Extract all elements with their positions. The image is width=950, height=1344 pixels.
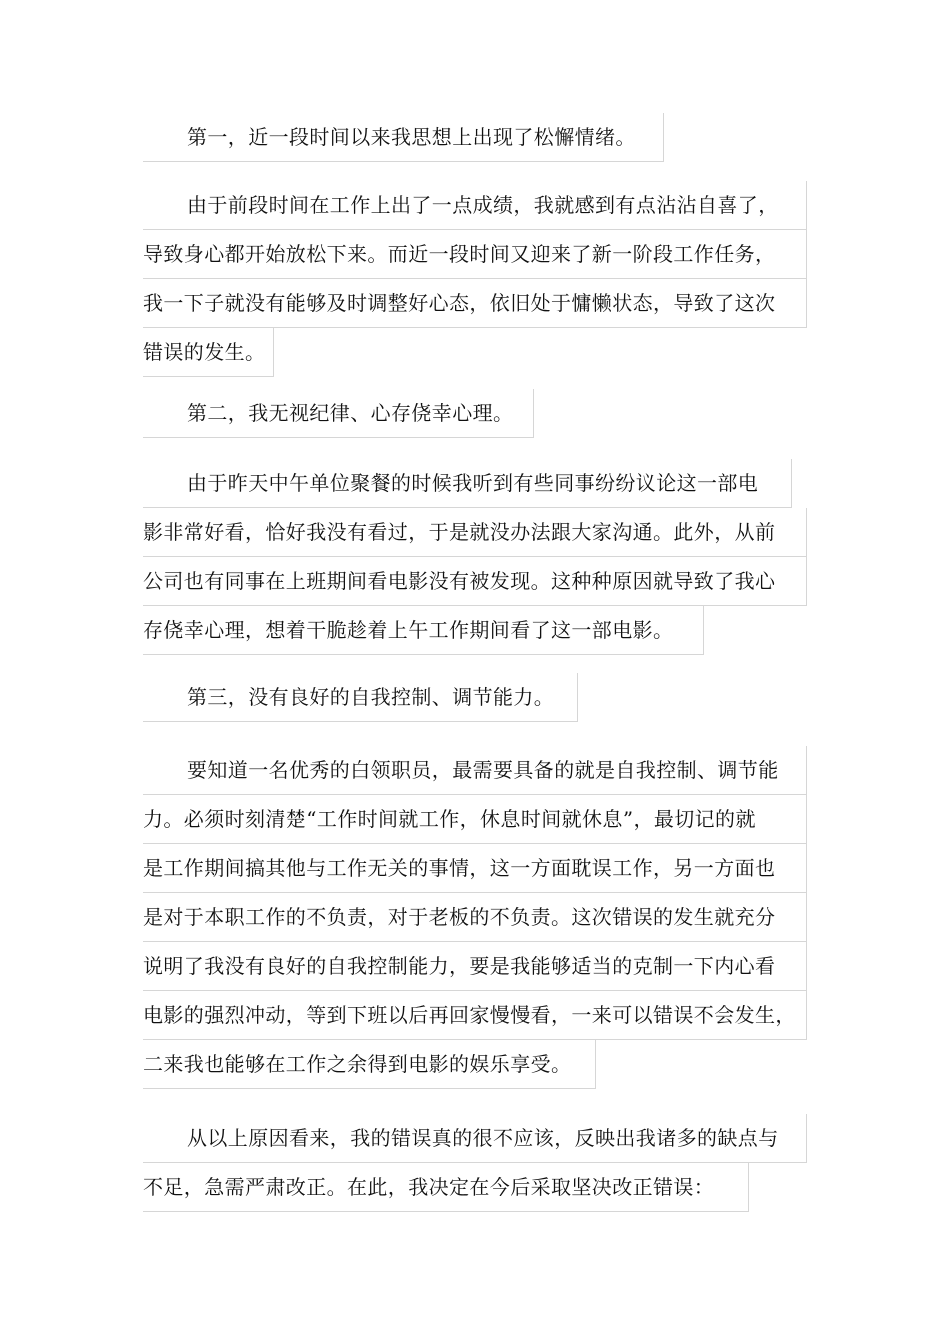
heading-first-reason	[143, 113, 807, 162]
text-line: 不足，急需严肃改正。在此，我决定在今后采取坚决改正错误：	[143, 1163, 749, 1212]
text-line: 第二，我无视纪律、心存侥幸心理。	[143, 389, 534, 438]
text-line: 存侥幸心理，想着干脆趁着上午工作期间看了这一部电影。	[143, 606, 704, 655]
text-line: 是工作期间搞其他与工作无关的事情，这一方面耽误工作，另一方面也	[143, 844, 807, 893]
text-line: 由于昨天中午单位聚餐的时候我听到有些同事纷纷议论这一部电	[143, 459, 792, 508]
text-line: 二来我也能够在工作之余得到电影的娱乐享受。	[143, 1040, 596, 1089]
paragraph-third-reason	[143, 746, 807, 1089]
paragraph-second-reason	[143, 459, 807, 655]
text-line: 错误的发生。	[143, 328, 274, 377]
text-line: 电影的强烈冲动，等到下班以后再回家慢慢看，一来可以错误不会发生，	[143, 991, 807, 1040]
text-line: 说明了我没有良好的自我控制能力，要是我能够适当的克制一下内心看	[143, 942, 807, 991]
text-line: 第一，近一段时间以来我思想上出现了松懈情绪。	[143, 113, 664, 162]
text-line: 公司也有同事在上班期间看电影没有被发现。这种种原因就导致了我心	[143, 557, 807, 606]
text-line: 导致身心都开始放松下来。而近一段时间又迎来了新一阶段工作任务，	[143, 230, 807, 279]
text-line: 第三，没有良好的自我控制、调节能力。	[143, 673, 578, 722]
paragraph-conclusion	[143, 1114, 807, 1212]
heading-third-reason	[143, 673, 807, 722]
text-line: 由于前段时间在工作上出了一点成绩，我就感到有点沾沾自喜了，	[143, 181, 807, 230]
heading-second-reason	[143, 389, 807, 438]
text-line: 力。必须时刻清楚“工作时间就工作，休息时间就休息”，最切记的就	[143, 795, 807, 844]
paragraph-first-reason	[143, 181, 807, 377]
text-line: 我一下子就没有能够及时调整好心态，依旧处于慵懒状态，导致了这次	[143, 279, 807, 328]
text-line: 要知道一名优秀的白领职员，最需要具备的就是自我控制、调节能	[143, 746, 807, 795]
text-line: 从以上原因看来，我的错误真的很不应该，反映出我诸多的缺点与	[143, 1114, 807, 1163]
text-line: 是对于本职工作的不负责，对于老板的不负责。这次错误的发生就充分	[143, 893, 807, 942]
text-line: 影非常好看，恰好我没有看过，于是就没办法跟大家沟通。此外，从前	[143, 508, 807, 557]
